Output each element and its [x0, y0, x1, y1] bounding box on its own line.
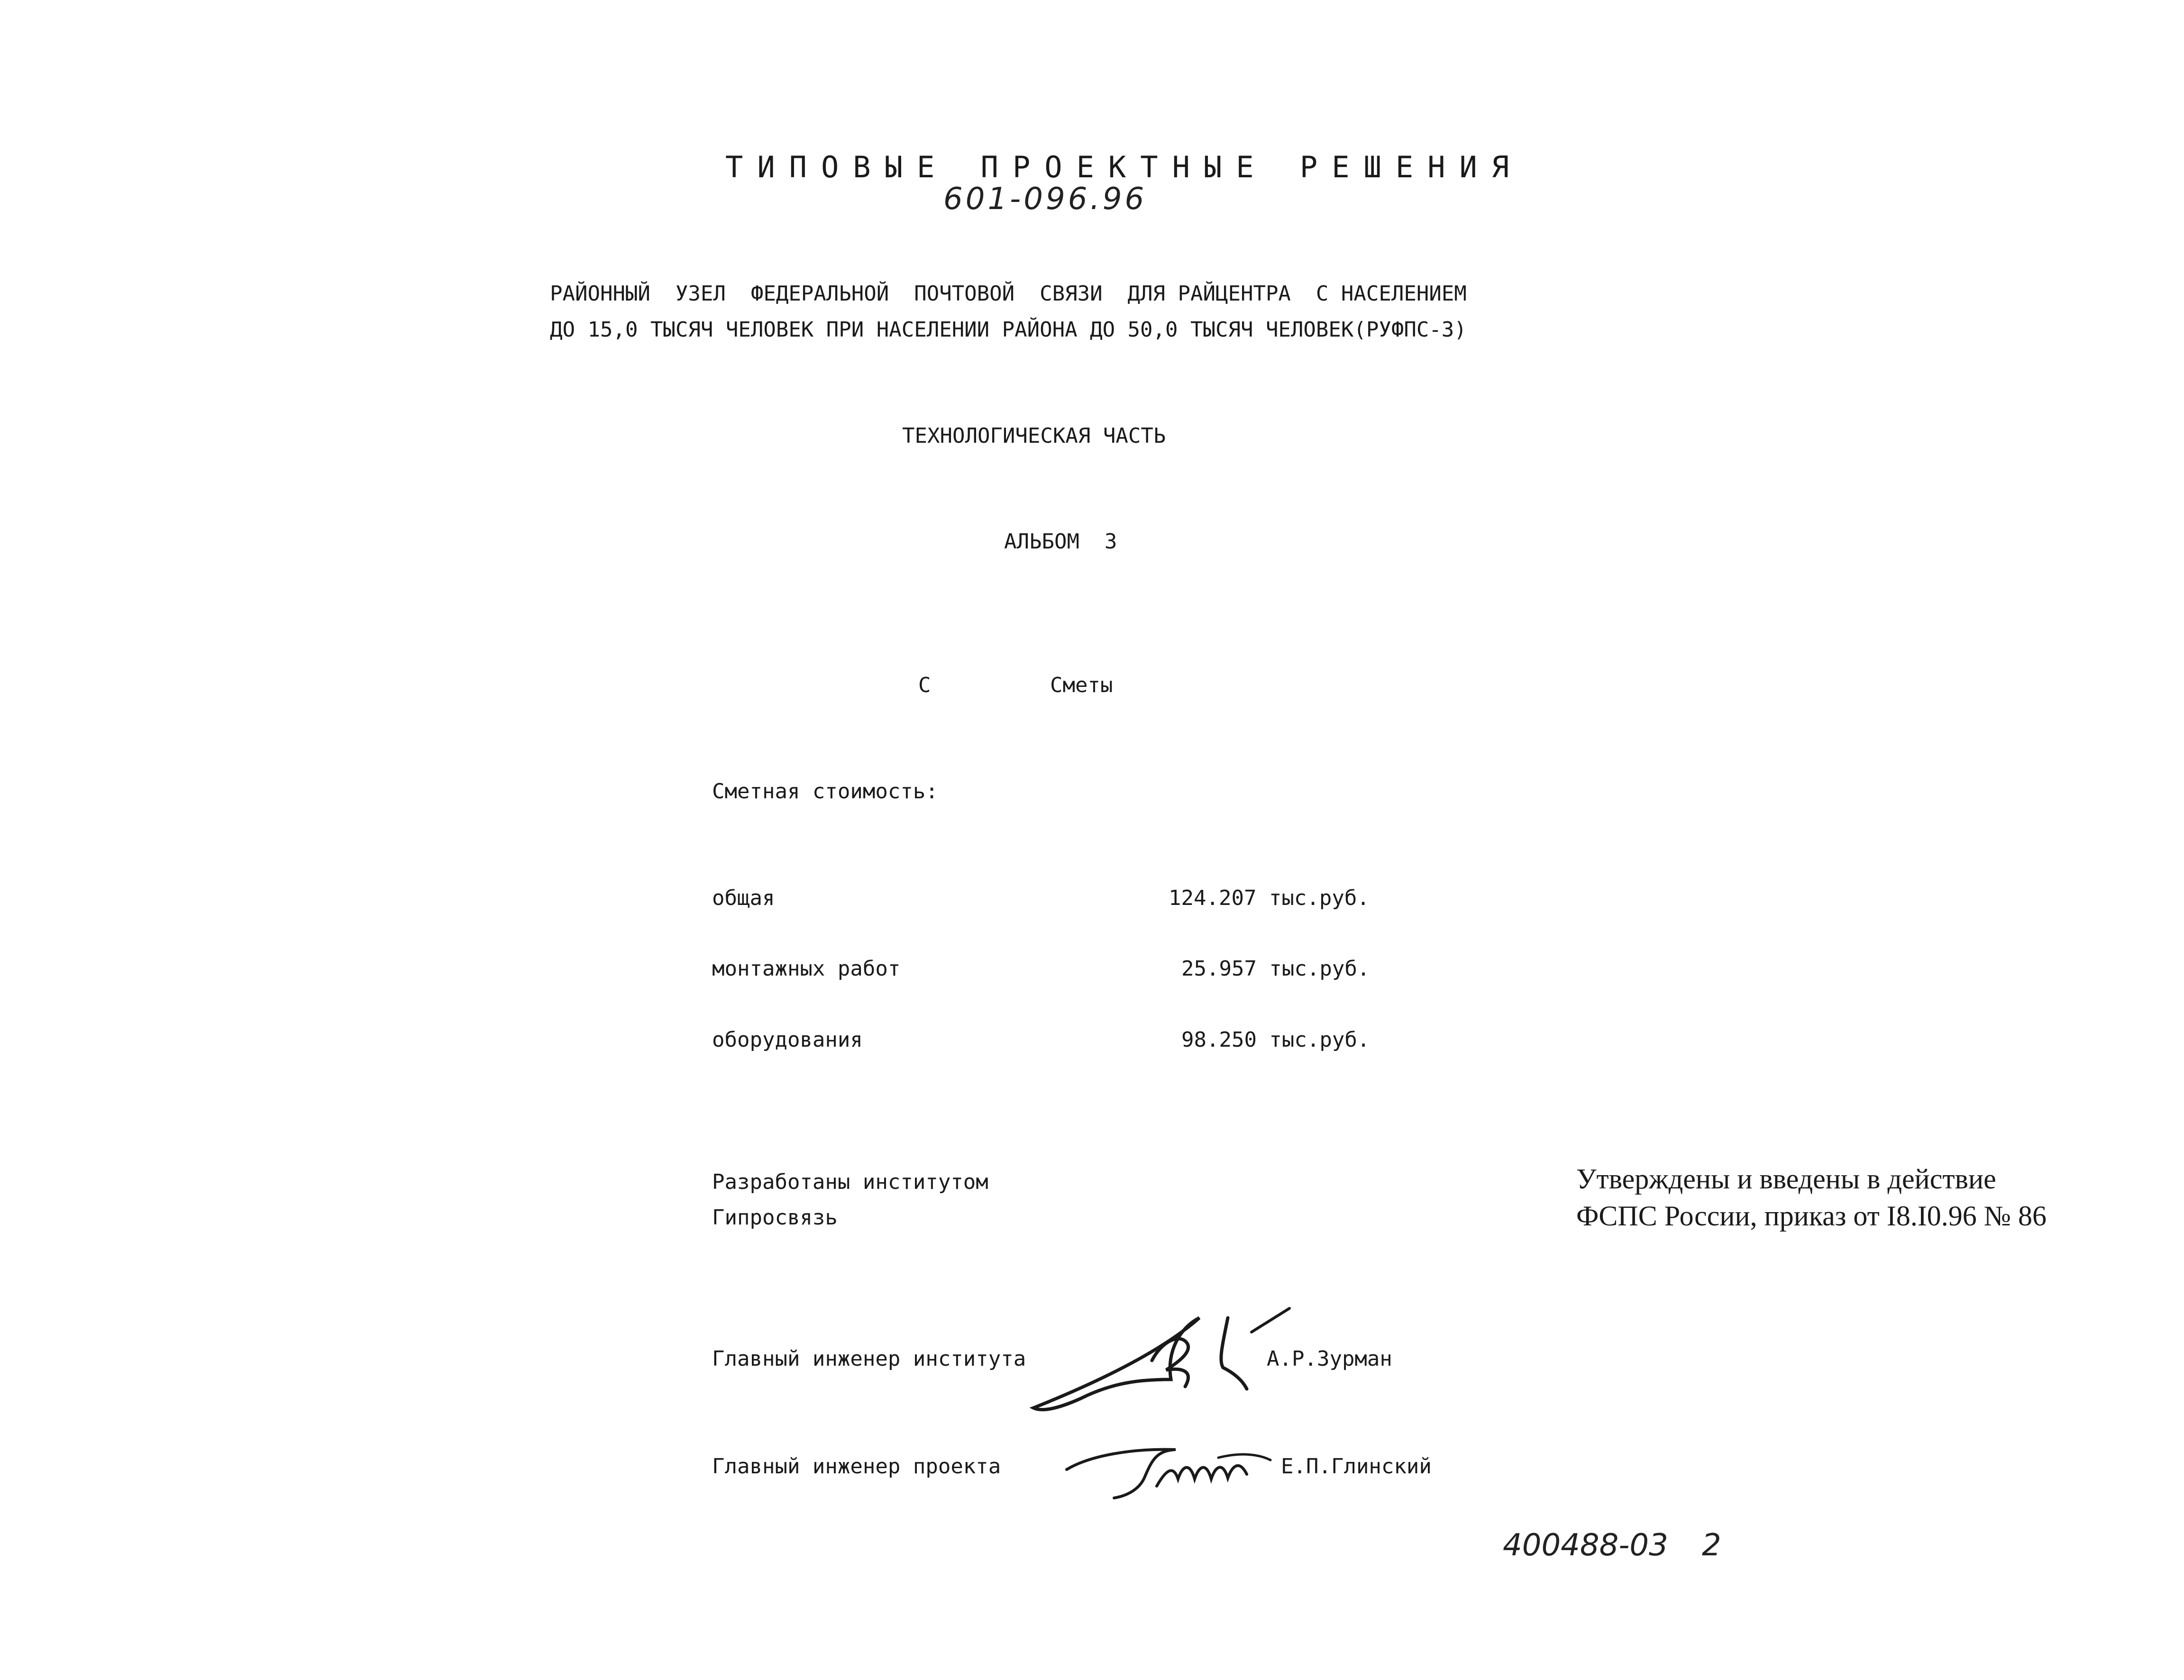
document-number: 400488-03 [1503, 1528, 1668, 1563]
cost-heading: Сметная стоимость: [712, 779, 938, 803]
album-number: АЛЬБОМ 3 [1004, 530, 1117, 554]
section-title: ТЕХНОЛОГИЧЕСКАЯ ЧАСТЬ [902, 424, 1166, 448]
page-number: 2 [1702, 1528, 1721, 1563]
cost-row-equipment-value: 98.250 тыс.руб. [1181, 1028, 1370, 1052]
cost-row-total-value: 124.207 тыс.руб. [1169, 886, 1370, 910]
project-name-line-2: ДО 15,0 ТЫСЯЧ ЧЕЛОВЕК ПРИ НАСЕЛЕНИИ РАЙОНА ДО 50,0 ТЫСЯЧ ЧЕЛОВЕК(РУФПС-3) [550, 318, 1467, 342]
signature-glinsky-icon [1062, 1432, 1275, 1507]
cost-row-installation-label: монтажных работ [712, 957, 901, 981]
signature-role-1: Главный инженер института [712, 1347, 1026, 1371]
cost-row-equipment-label: оборудования [712, 1028, 863, 1052]
album-code: С [918, 673, 931, 697]
approval-line-2: ФСПС России, приказ от I8.I0.96 № 86 [1576, 1200, 2047, 1232]
signature-role-2: Главный инженер проекта [712, 1454, 1001, 1479]
developer-line-1: Разработаны институтом [712, 1170, 988, 1194]
signature-zurman-icon [1024, 1299, 1299, 1422]
developer-line-2: Гипросвязь [712, 1205, 838, 1230]
album-title: Сметы [1050, 673, 1113, 697]
document-title: ТИПОВЫЕ ПРОЕКТНЫЕ РЕШЕНИЯ [725, 150, 1524, 184]
approval-line-1: Утверждены и введены в действие [1576, 1163, 1996, 1195]
signature-name-2: Е.П.Глинский [1281, 1454, 1432, 1479]
cost-row-installation-value: 25.957 тыс.руб. [1181, 957, 1370, 981]
project-name-line-1: РАЙОННЫЙ УЗЕЛ ФЕДЕРАЛЬНОЙ ПОЧТОВОЙ СВЯЗИ ДЛЯ РАЙЦЕНТРА С НАСЕЛЕНИЕМ [550, 282, 1467, 306]
series-number: 601-096.96 [943, 182, 1147, 217]
signature-name-1: А.Р.Зурман [1267, 1347, 1392, 1371]
cost-row-total-label: общая [712, 886, 775, 910]
